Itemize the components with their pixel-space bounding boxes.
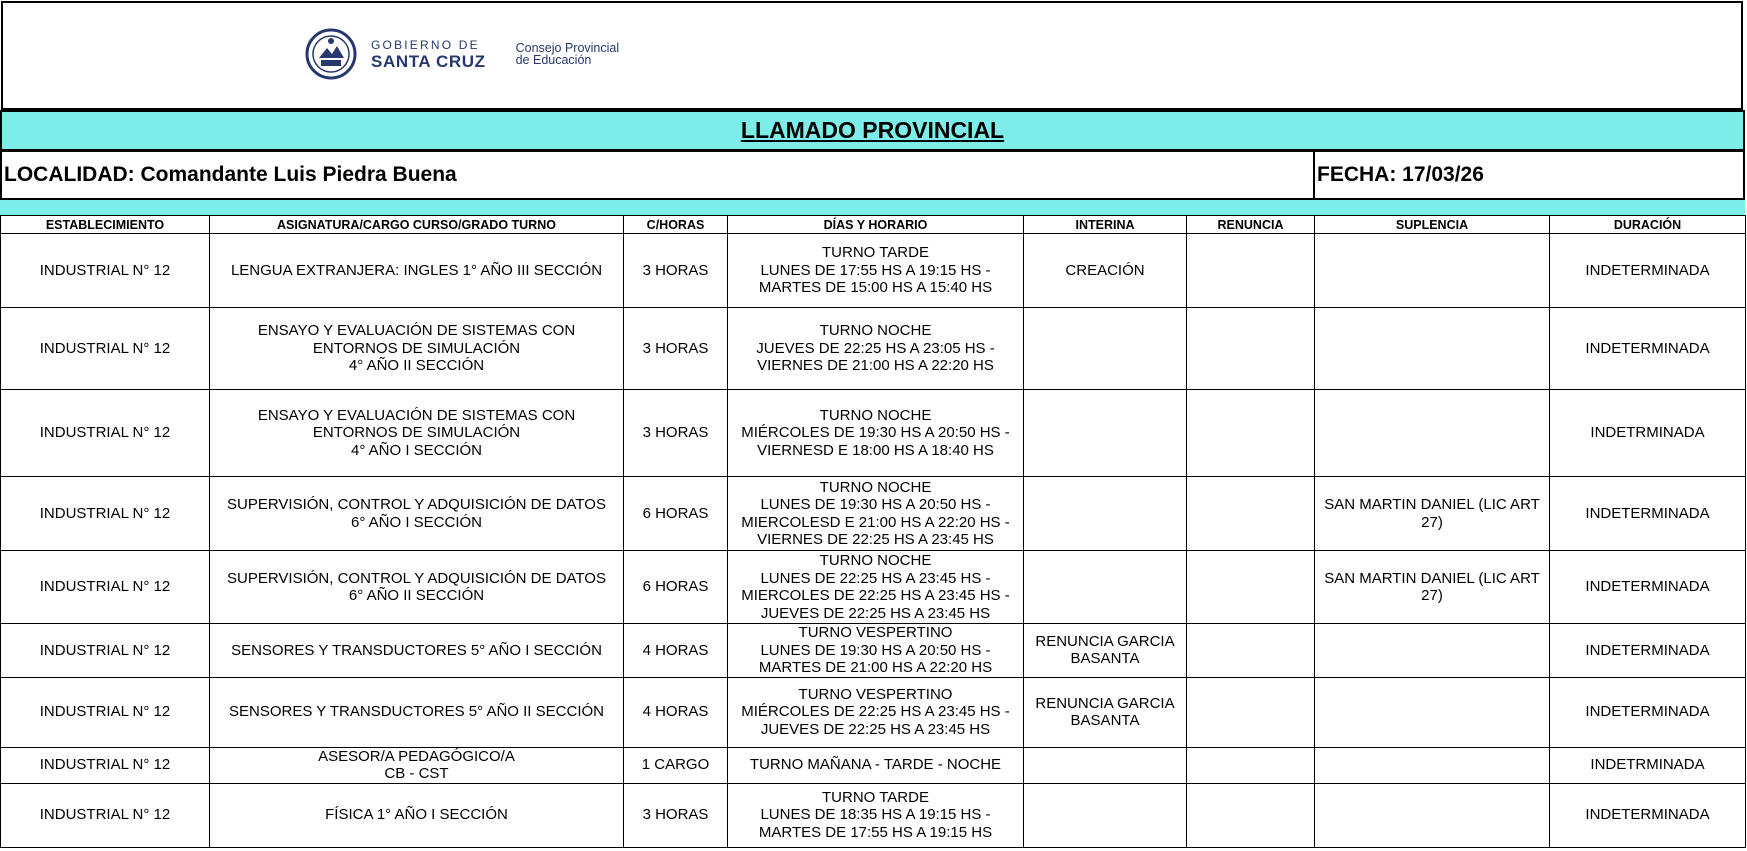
cell-renuncia [1187,677,1315,747]
cell-interina: RENUNCIA GARCIA BASANTA [1024,677,1187,747]
column-header-suplencia: SUPLENCIA [1315,216,1550,234]
vacancies-table [0,215,1746,848]
page-title: LLAMADO PROVINCIAL [740,117,1005,143]
cell-asignatura: SUPERVISIÓN, CONTROL Y ADQUISICIÓN DE DATOS 6° AÑO I SECCIÓN [210,477,624,551]
cell-interina [1024,390,1187,477]
cell-duracion: INDETRMINADA [1550,747,1746,783]
cell-duracion: INDETERMINADA [1550,783,1746,847]
column-header-establecimiento: ESTABLECIMIENTO [1,216,210,234]
title-band [0,110,1745,151]
cell-asignatura: FÍSICA 1° AÑO I SECCIÓN [210,783,624,847]
cell-horario: TURNO VESPERTINO MIÉRCOLES DE 22:25 HS A 23:45 HS - JUEVES DE 22:25 HS A 23:45 HS [728,677,1024,747]
cell-suplencia [1315,308,1550,390]
cell-horario: TURNO NOCHE LUNES DE 22:25 HS A 23:45 HS - MIERCOLES DE 22:25 HS A 23:45 HS - JUEVES DE 22:25 HS A 23:45 HS [728,551,1024,624]
header-box [1,1,1743,110]
cell-horario: TURNO NOCHE JUEVES DE 22:25 HS A 23:05 HS - VIERNES DE 21:00 HS A 22:20 HS [728,308,1024,390]
cell-duracion: INDETERMINADA [1550,234,1746,308]
table-row [1,747,1746,783]
table-row [1,390,1746,477]
cell-horas: 3 HORAS [624,783,728,847]
cell-asignatura: SENSORES Y TRANSDUCTORES 5° AÑO I SECCIÓN [210,624,624,678]
cell-horario: TURNO MAÑANA - TARDE - NOCHE [728,747,1024,783]
cell-duracion: INDETERMINADA [1550,624,1746,678]
gov-wordmark [371,39,486,70]
cell-asignatura: LENGUA EXTRANJERA: INGLES 1° AÑO III SECCIÓN [210,234,624,308]
cell-interina [1024,308,1187,390]
cell-duracion: INDETERMINADA [1550,477,1746,551]
cell-horario: TURNO NOCHE MIÉRCOLES DE 19:30 HS A 20:50 HS - VIERNESD E 18:00 HS A 18:40 HS [728,390,1024,477]
cell-renuncia [1187,783,1315,847]
cell-renuncia [1187,477,1315,551]
consejo-line1: Consejo Provincial [515,41,620,55]
gov-line2: SANTA CRUZ [371,51,486,71]
cell-asignatura: ENSAYO Y EVALUACIÓN DE SISTEMAS CON ENTORNOS DE SIMULACIÓN 4° AÑO I SECCIÓN [210,390,624,477]
cell-interina: RENUNCIA GARCIA BASANTA [1024,624,1187,678]
cell-suplencia [1315,747,1550,783]
provincial-seal-icon [305,28,357,80]
cell-establecimiento: INDUSTRIAL N° 12 [1,477,210,551]
cell-renuncia [1187,747,1315,783]
table-row [1,624,1746,678]
column-header-interina: INTERINA [1024,216,1187,234]
fecha-label: FECHA: 17/03/26 [1317,163,1484,186]
cell-suplencia [1315,783,1550,847]
cell-horas: 1 CARGO [624,747,728,783]
table-row [1,308,1746,390]
cell-interina [1024,551,1187,624]
cell-establecimiento: INDUSTRIAL N° 12 [1,677,210,747]
table-row [1,551,1746,624]
column-header-horas: C/HORAS [624,216,728,234]
cell-establecimiento: INDUSTRIAL N° 12 [1,747,210,783]
column-header-renuncia: RENUNCIA [1187,216,1315,234]
table-row [1,234,1746,308]
consejo-wordmark [516,42,620,66]
cell-horario: TURNO VESPERTINO LUNES DE 19:30 HS A 20:50 HS - MARTES DE 21:00 HS A 22:20 HS [728,624,1024,678]
location-row [0,150,1745,200]
cell-duracion: INDETRMINADA [1550,390,1746,477]
cell-horas: 6 HORAS [624,551,728,624]
cyan-strip [0,200,1745,216]
cell-renuncia [1187,390,1315,477]
cell-establecimiento: INDUSTRIAL N° 12 [1,783,210,847]
cell-asignatura: ASESOR/A PEDAGÓGICO/A CB - CST [210,747,624,783]
cell-establecimiento: INDUSTRIAL N° 12 [1,234,210,308]
cell-establecimiento: INDUSTRIAL N° 12 [1,551,210,624]
cell-horas: 3 HORAS [624,308,728,390]
cell-horario: TURNO NOCHE LUNES DE 19:30 HS A 20:50 HS - MIERCOLESD E 21:00 HS A 22:20 HS - VIERNES DE 22:25 HS A 23:45 HS [728,477,1024,551]
cell-horas: 4 HORAS [624,624,728,678]
cell-horario: TURNO TARDE LUNES DE 17:55 HS A 19:15 HS - MARTES DE 15:00 HS A 15:40 HS [728,234,1024,308]
table-header-row [1,216,1746,234]
government-logo [305,25,619,83]
cell-interina [1024,747,1187,783]
cell-duracion: INDETERMINADA [1550,677,1746,747]
cell-suplencia: SAN MARTIN DANIEL (LIC ART 27) [1315,477,1550,551]
cell-horas: 4 HORAS [624,677,728,747]
cell-interina: CREACIÓN [1024,234,1187,308]
cell-suplencia [1315,390,1550,477]
cell-suplencia: SAN MARTIN DANIEL (LIC ART 27) [1315,551,1550,624]
cell-establecimiento: INDUSTRIAL N° 12 [1,390,210,477]
consejo-line2: de Educación [515,53,592,67]
table-row [1,783,1746,847]
gov-line1: GOBIERNO DE [371,37,480,52]
cell-asignatura: ENSAYO Y EVALUACIÓN DE SISTEMAS CON ENTORNOS DE SIMULACIÓN 4° AÑO II SECCIÓN [210,308,624,390]
column-header-asignatura: ASIGNATURA/CARGO CURSO/GRADO TURNO [210,216,624,234]
cell-renuncia [1187,308,1315,390]
column-header-horario: DÍAS Y HORARIO [728,216,1024,234]
cell-renuncia [1187,551,1315,624]
cell-horas: 3 HORAS [624,234,728,308]
cell-establecimiento: INDUSTRIAL N° 12 [1,624,210,678]
cell-horario: TURNO TARDE LUNES DE 18:35 HS A 19:15 HS - MARTES DE 17:55 HS A 19:15 HS [728,783,1024,847]
cell-duracion: INDETERMINADA [1550,551,1746,624]
cell-horas: 6 HORAS [624,477,728,551]
cell-renuncia [1187,624,1315,678]
localidad-label: LOCALIDAD: Comandante Luis Piedra Buena [2,152,1315,198]
cell-asignatura: SUPERVISIÓN, CONTROL Y ADQUISICIÓN DE DATOS 6° AÑO II SECCIÓN [210,551,624,624]
table-row [1,477,1746,551]
cell-renuncia [1187,234,1315,308]
column-header-duracion: DURACIÓN [1550,216,1746,234]
cell-interina [1024,477,1187,551]
cell-suplencia [1315,624,1550,678]
cell-interina [1024,783,1187,847]
cell-asignatura: SENSORES Y TRANSDUCTORES 5° AÑO II SECCIÓN [210,677,624,747]
cell-suplencia [1315,234,1550,308]
cell-establecimiento: INDUSTRIAL N° 12 [1,308,210,390]
cell-horas: 3 HORAS [624,390,728,477]
table-row [1,677,1746,747]
cell-duracion: INDETERMINADA [1550,308,1746,390]
cell-suplencia [1315,677,1550,747]
